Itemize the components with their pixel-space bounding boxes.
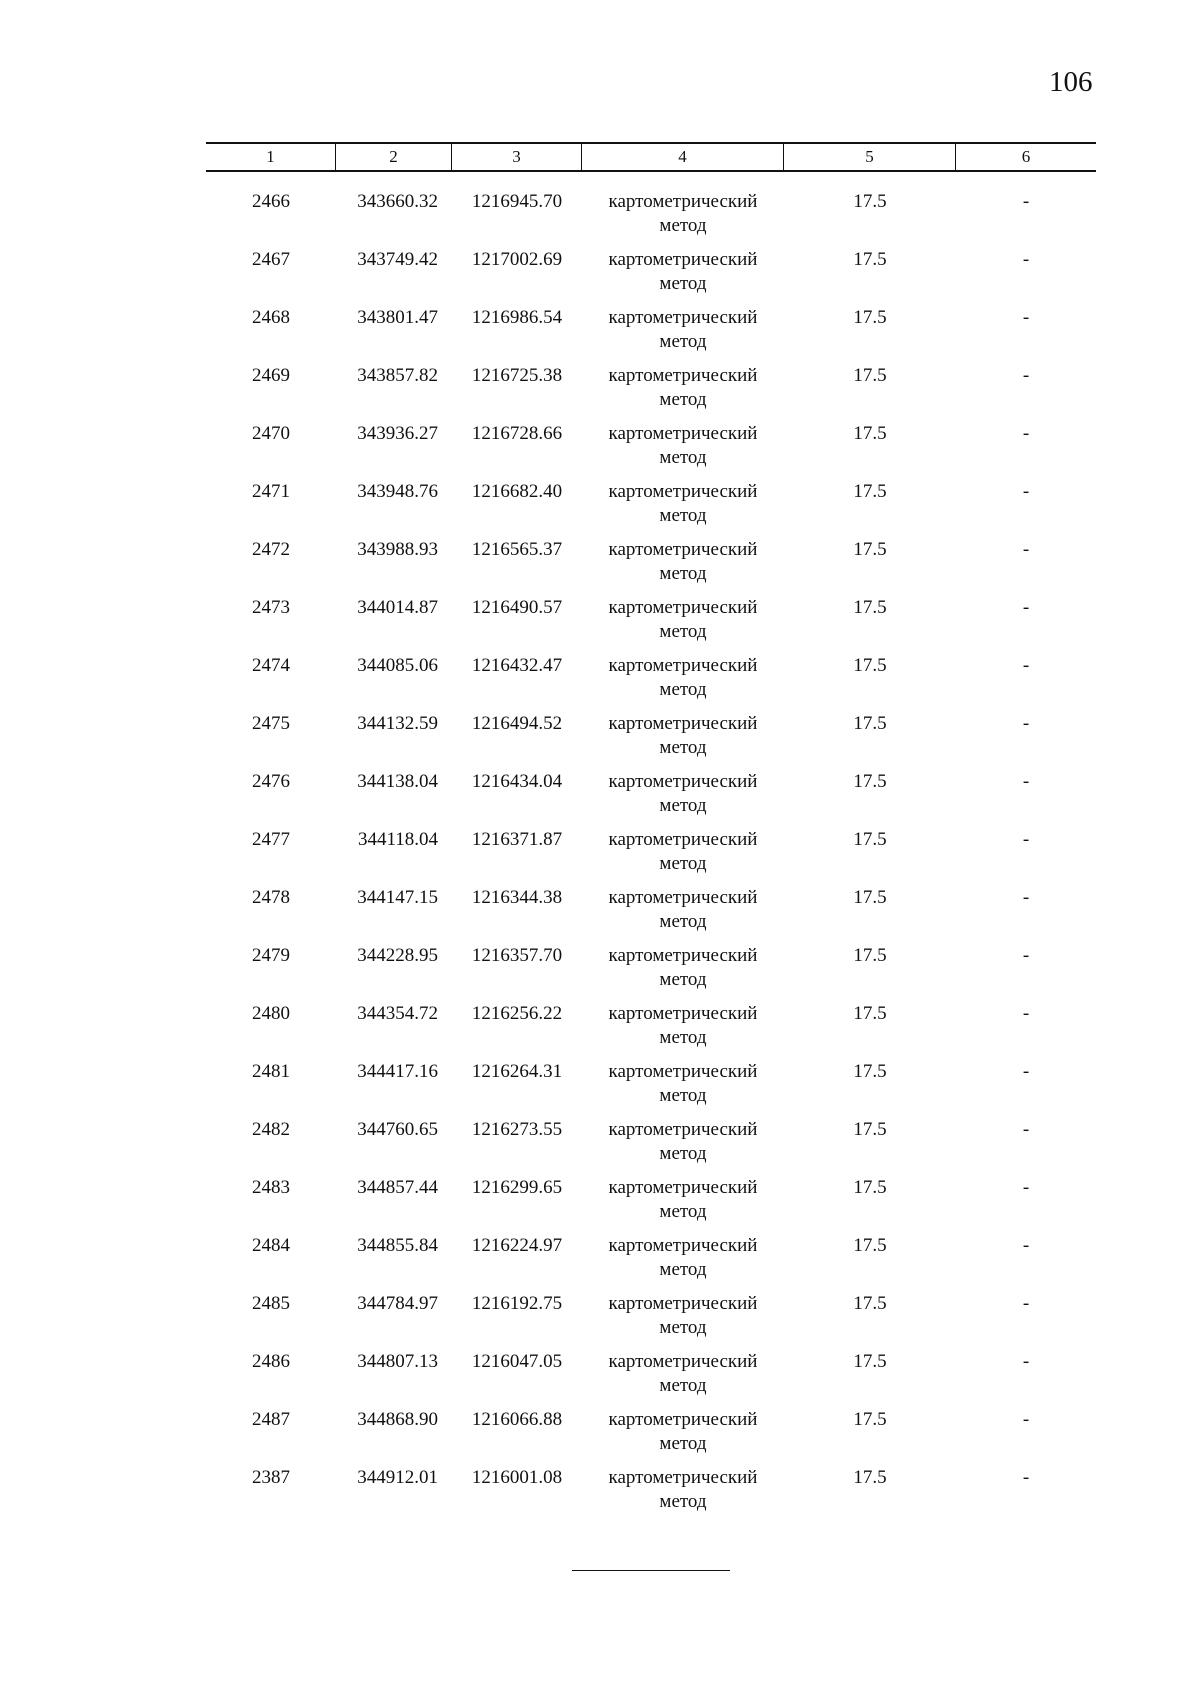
x-coordinate-cell: 344138.04 xyxy=(357,771,438,792)
header-col-2: 2 xyxy=(336,144,452,170)
y-coordinate-cell: 1216986.54 xyxy=(471,307,563,328)
method-line-1: картометрический xyxy=(608,539,758,560)
accuracy-cell: 17.5 xyxy=(853,771,887,792)
method-cell xyxy=(582,1234,784,1292)
note-cell: - xyxy=(1022,1177,1030,1198)
method-line-2: метод xyxy=(659,737,707,758)
point-number-cell: 2487 xyxy=(252,1409,290,1430)
accuracy-cell: 17.5 xyxy=(853,597,887,618)
x-coordinate-cell: 344784.97 xyxy=(357,1293,438,1314)
table-row xyxy=(206,1234,1096,1292)
point-number-cell: 2474 xyxy=(252,655,290,676)
header-col-6: 6 xyxy=(1021,147,1031,166)
coordinates-table xyxy=(206,142,1096,1524)
point-number-cell: 2480 xyxy=(252,1003,290,1024)
table-row xyxy=(206,364,1096,422)
method-cell xyxy=(582,538,784,596)
header-col-4: 4 xyxy=(582,144,784,170)
point-number-cell: 2467 xyxy=(252,249,290,270)
header-col-5: 5 xyxy=(784,144,956,170)
point-number-cell: 2485 xyxy=(252,1293,290,1314)
method-line-1: картометрический xyxy=(608,1119,758,1140)
table-row xyxy=(206,596,1096,654)
table-row xyxy=(206,770,1096,828)
x-coordinate-cell: 344118.04 xyxy=(357,829,438,850)
method-cell xyxy=(582,886,784,944)
point-number-cell: 2387 xyxy=(252,1467,290,1488)
table-row xyxy=(206,538,1096,596)
method-cell xyxy=(582,1118,784,1176)
note-cell: - xyxy=(1022,1235,1030,1256)
y-coordinate-cell: 1216273.55 xyxy=(471,1119,563,1140)
point-number-cell: 2471 xyxy=(252,481,290,502)
note-cell: - xyxy=(1022,829,1030,850)
accuracy-cell: 17.5 xyxy=(853,829,887,850)
method-cell xyxy=(582,1176,784,1234)
point-number-cell: 2483 xyxy=(252,1177,290,1198)
y-coordinate-cell: 1216565.37 xyxy=(471,539,563,560)
note-cell: - xyxy=(1022,713,1030,734)
method-line-2: метод xyxy=(659,505,707,526)
method-line-2: метод xyxy=(659,969,707,990)
method-line-1: картометрический xyxy=(608,1293,758,1314)
method-line-2: метод xyxy=(659,331,707,352)
method-line-2: метод xyxy=(659,853,707,874)
footer-rule xyxy=(572,1570,730,1571)
y-coordinate-cell: 1216432.47 xyxy=(471,655,563,676)
x-coordinate-cell: 344912.01 xyxy=(357,1467,438,1488)
accuracy-cell: 17.5 xyxy=(853,539,887,560)
note-cell: - xyxy=(1022,771,1030,792)
accuracy-cell: 17.5 xyxy=(853,1409,887,1430)
accuracy-cell: 17.5 xyxy=(853,1467,887,1488)
y-coordinate-cell: 1216001.08 xyxy=(471,1467,563,1488)
point-number-cell: 2486 xyxy=(252,1351,290,1372)
note-cell: - xyxy=(1022,1061,1030,1082)
x-coordinate-cell: 344760.65 xyxy=(357,1119,438,1140)
note-cell: - xyxy=(1022,481,1030,502)
x-coordinate-cell: 344807.13 xyxy=(357,1351,438,1372)
note-cell: - xyxy=(1022,1003,1030,1024)
point-number-cell: 2484 xyxy=(252,1235,290,1256)
note-cell: - xyxy=(1022,1119,1030,1140)
method-line-2: метод xyxy=(659,1085,707,1106)
x-coordinate-cell: 344855.84 xyxy=(357,1235,438,1256)
accuracy-cell: 17.5 xyxy=(853,365,887,386)
y-coordinate-cell: 1216371.87 xyxy=(471,829,563,850)
accuracy-cell: 17.5 xyxy=(853,1003,887,1024)
x-coordinate-cell: 344857.44 xyxy=(357,1177,438,1198)
point-number-cell: 2473 xyxy=(252,597,290,618)
method-line-1: картометрический xyxy=(608,423,758,444)
method-line-1: картометрический xyxy=(608,597,758,618)
x-coordinate-cell: 343749.42 xyxy=(357,249,438,270)
method-cell xyxy=(582,480,784,538)
method-line-2: метод xyxy=(659,1143,707,1164)
x-coordinate-cell: 343857.82 xyxy=(357,365,438,386)
x-coordinate-cell: 344132.59 xyxy=(357,713,438,734)
x-coordinate-cell: 344228.95 xyxy=(357,945,438,966)
x-coordinate-cell: 344085.06 xyxy=(357,655,438,676)
method-cell xyxy=(582,1408,784,1466)
note-cell: - xyxy=(1022,1351,1030,1372)
x-coordinate-cell: 343801.47 xyxy=(357,307,438,328)
method-line-1: картометрический xyxy=(608,481,758,502)
method-line-2: метод xyxy=(659,621,707,642)
y-coordinate-cell: 1216047.05 xyxy=(471,1351,563,1372)
method-line-1: картометрический xyxy=(608,713,758,734)
y-coordinate-cell: 1216256.22 xyxy=(471,1003,563,1024)
x-coordinate-cell: 344417.16 xyxy=(357,1061,438,1082)
table-row xyxy=(206,828,1096,886)
table-row xyxy=(206,654,1096,712)
y-coordinate-cell: 1216299.65 xyxy=(471,1177,563,1198)
method-line-2: метод xyxy=(659,1317,707,1338)
method-cell xyxy=(582,712,784,770)
note-cell: - xyxy=(1022,307,1030,328)
method-line-1: картометрический xyxy=(608,1467,758,1488)
point-number-cell: 2482 xyxy=(252,1119,290,1140)
method-cell xyxy=(582,1466,784,1524)
header-col-3: 3 xyxy=(452,144,582,170)
method-line-2: метод xyxy=(659,389,707,410)
method-line-2: метод xyxy=(659,911,707,932)
note-cell: - xyxy=(1022,1293,1030,1314)
method-cell xyxy=(582,654,784,712)
table-body xyxy=(206,190,1096,1524)
method-cell xyxy=(582,828,784,886)
point-number-cell: 2469 xyxy=(252,365,290,386)
point-number-cell: 2470 xyxy=(252,423,290,444)
x-coordinate-cell: 344014.87 xyxy=(357,597,438,618)
point-number-cell: 2479 xyxy=(252,945,290,966)
method-line-1: картометрический xyxy=(608,771,758,792)
method-line-2: метод xyxy=(659,679,707,700)
accuracy-cell: 17.5 xyxy=(853,713,887,734)
method-line-1: картометрический xyxy=(608,945,758,966)
method-line-2: метод xyxy=(659,1375,707,1396)
table-row xyxy=(206,1466,1096,1524)
table-row xyxy=(206,1350,1096,1408)
table-row xyxy=(206,480,1096,538)
table-row xyxy=(206,712,1096,770)
method-line-2: метод xyxy=(659,447,707,468)
method-line-1: картометрический xyxy=(608,249,758,270)
note-cell: - xyxy=(1022,249,1030,270)
y-coordinate-cell: 1216344.38 xyxy=(471,887,563,908)
accuracy-cell: 17.5 xyxy=(853,945,887,966)
method-line-1: картометрический xyxy=(608,1409,758,1430)
method-line-1: картометрический xyxy=(608,1351,758,1372)
method-cell xyxy=(582,1292,784,1350)
method-line-1: картометрический xyxy=(608,365,758,386)
method-cell xyxy=(582,1060,784,1118)
note-cell: - xyxy=(1022,887,1030,908)
accuracy-cell: 17.5 xyxy=(853,1177,887,1198)
y-coordinate-cell: 1216494.52 xyxy=(471,713,563,734)
method-line-2: метод xyxy=(659,1259,707,1280)
method-cell xyxy=(582,422,784,480)
accuracy-cell: 17.5 xyxy=(853,307,887,328)
note-cell: - xyxy=(1022,423,1030,444)
page-number: 106 xyxy=(1049,66,1093,98)
y-coordinate-cell: 1216490.57 xyxy=(471,597,563,618)
method-cell xyxy=(582,770,784,828)
method-line-1: картометрический xyxy=(608,829,758,850)
accuracy-cell: 17.5 xyxy=(853,1293,887,1314)
method-cell xyxy=(582,596,784,654)
note-cell: - xyxy=(1022,597,1030,618)
x-coordinate-cell: 343948.76 xyxy=(357,481,438,502)
point-number-cell: 2472 xyxy=(252,539,290,560)
method-line-2: метод xyxy=(659,563,707,584)
y-coordinate-cell: 1216434.04 xyxy=(471,771,563,792)
method-line-1: картометрический xyxy=(608,191,758,212)
point-number-cell: 2468 xyxy=(252,307,290,328)
table-row xyxy=(206,1292,1096,1350)
method-line-1: картометрический xyxy=(608,1003,758,1024)
point-number-cell: 2477 xyxy=(252,829,290,850)
note-cell: - xyxy=(1022,945,1030,966)
point-number-cell: 2478 xyxy=(252,887,290,908)
method-cell xyxy=(582,1350,784,1408)
y-coordinate-cell: 1216725.38 xyxy=(471,365,563,386)
method-line-2: метод xyxy=(659,215,707,236)
method-line-1: картометрический xyxy=(608,1235,758,1256)
accuracy-cell: 17.5 xyxy=(853,1235,887,1256)
note-cell: - xyxy=(1022,191,1030,212)
point-number-cell: 2481 xyxy=(252,1061,290,1082)
method-line-1: картометрический xyxy=(608,307,758,328)
method-cell xyxy=(582,248,784,306)
header-col-1: 1 xyxy=(206,144,336,170)
accuracy-cell: 17.5 xyxy=(853,1119,887,1140)
table-row xyxy=(206,306,1096,364)
method-line-1: картометрический xyxy=(608,1177,758,1198)
accuracy-cell: 17.5 xyxy=(853,481,887,502)
x-coordinate-cell: 344868.90 xyxy=(357,1409,438,1430)
table-row xyxy=(206,886,1096,944)
y-coordinate-cell: 1216945.70 xyxy=(471,191,563,212)
x-coordinate-cell: 344147.15 xyxy=(357,887,438,908)
method-line-1: картометрический xyxy=(608,887,758,908)
method-line-1: картометрический xyxy=(608,1061,758,1082)
method-line-2: метод xyxy=(659,1491,707,1512)
table-row xyxy=(206,422,1096,480)
y-coordinate-cell: 1216066.88 xyxy=(471,1409,563,1430)
y-coordinate-cell: 1217002.69 xyxy=(471,249,563,270)
table-header xyxy=(206,142,1096,172)
method-cell xyxy=(582,364,784,422)
note-cell: - xyxy=(1022,365,1030,386)
table-row xyxy=(206,248,1096,306)
table-row xyxy=(206,1408,1096,1466)
method-line-2: метод xyxy=(659,1027,707,1048)
note-cell: - xyxy=(1022,1467,1030,1488)
note-cell: - xyxy=(1022,539,1030,560)
x-coordinate-cell: 343988.93 xyxy=(357,539,438,560)
point-number-cell: 2475 xyxy=(252,713,290,734)
note-cell: - xyxy=(1022,655,1030,676)
method-cell xyxy=(582,1002,784,1060)
table-row xyxy=(206,1176,1096,1234)
accuracy-cell: 17.5 xyxy=(853,423,887,444)
accuracy-cell: 17.5 xyxy=(853,1061,887,1082)
method-line-1: картометрический xyxy=(608,655,758,676)
method-cell xyxy=(582,944,784,1002)
y-coordinate-cell: 1216728.66 xyxy=(471,423,563,444)
y-coordinate-cell: 1216682.40 xyxy=(471,481,563,502)
table-row xyxy=(206,1002,1096,1060)
y-coordinate-cell: 1216224.97 xyxy=(471,1235,563,1256)
table-row xyxy=(206,1118,1096,1176)
accuracy-cell: 17.5 xyxy=(853,249,887,270)
method-cell xyxy=(582,306,784,364)
accuracy-cell: 17.5 xyxy=(853,887,887,908)
method-line-2: метод xyxy=(659,795,707,816)
point-number-cell: 2466 xyxy=(252,191,290,212)
method-line-2: метод xyxy=(659,273,707,294)
x-coordinate-cell: 344354.72 xyxy=(357,1003,438,1024)
accuracy-cell: 17.5 xyxy=(853,655,887,676)
table-row xyxy=(206,944,1096,1002)
accuracy-cell: 17.5 xyxy=(853,1351,887,1372)
accuracy-cell: 17.5 xyxy=(853,191,887,212)
x-coordinate-cell: 343936.27 xyxy=(357,423,438,444)
x-coordinate-cell: 343660.32 xyxy=(357,191,438,212)
y-coordinate-cell: 1216264.31 xyxy=(471,1061,563,1082)
note-cell: - xyxy=(1022,1409,1030,1430)
y-coordinate-cell: 1216357.70 xyxy=(471,945,563,966)
point-number-cell: 2476 xyxy=(252,771,290,792)
y-coordinate-cell: 1216192.75 xyxy=(471,1293,563,1314)
method-line-2: метод xyxy=(659,1433,707,1454)
method-cell xyxy=(582,190,784,248)
table-row xyxy=(206,1060,1096,1118)
method-line-2: метод xyxy=(659,1201,707,1222)
table-row xyxy=(206,190,1096,248)
